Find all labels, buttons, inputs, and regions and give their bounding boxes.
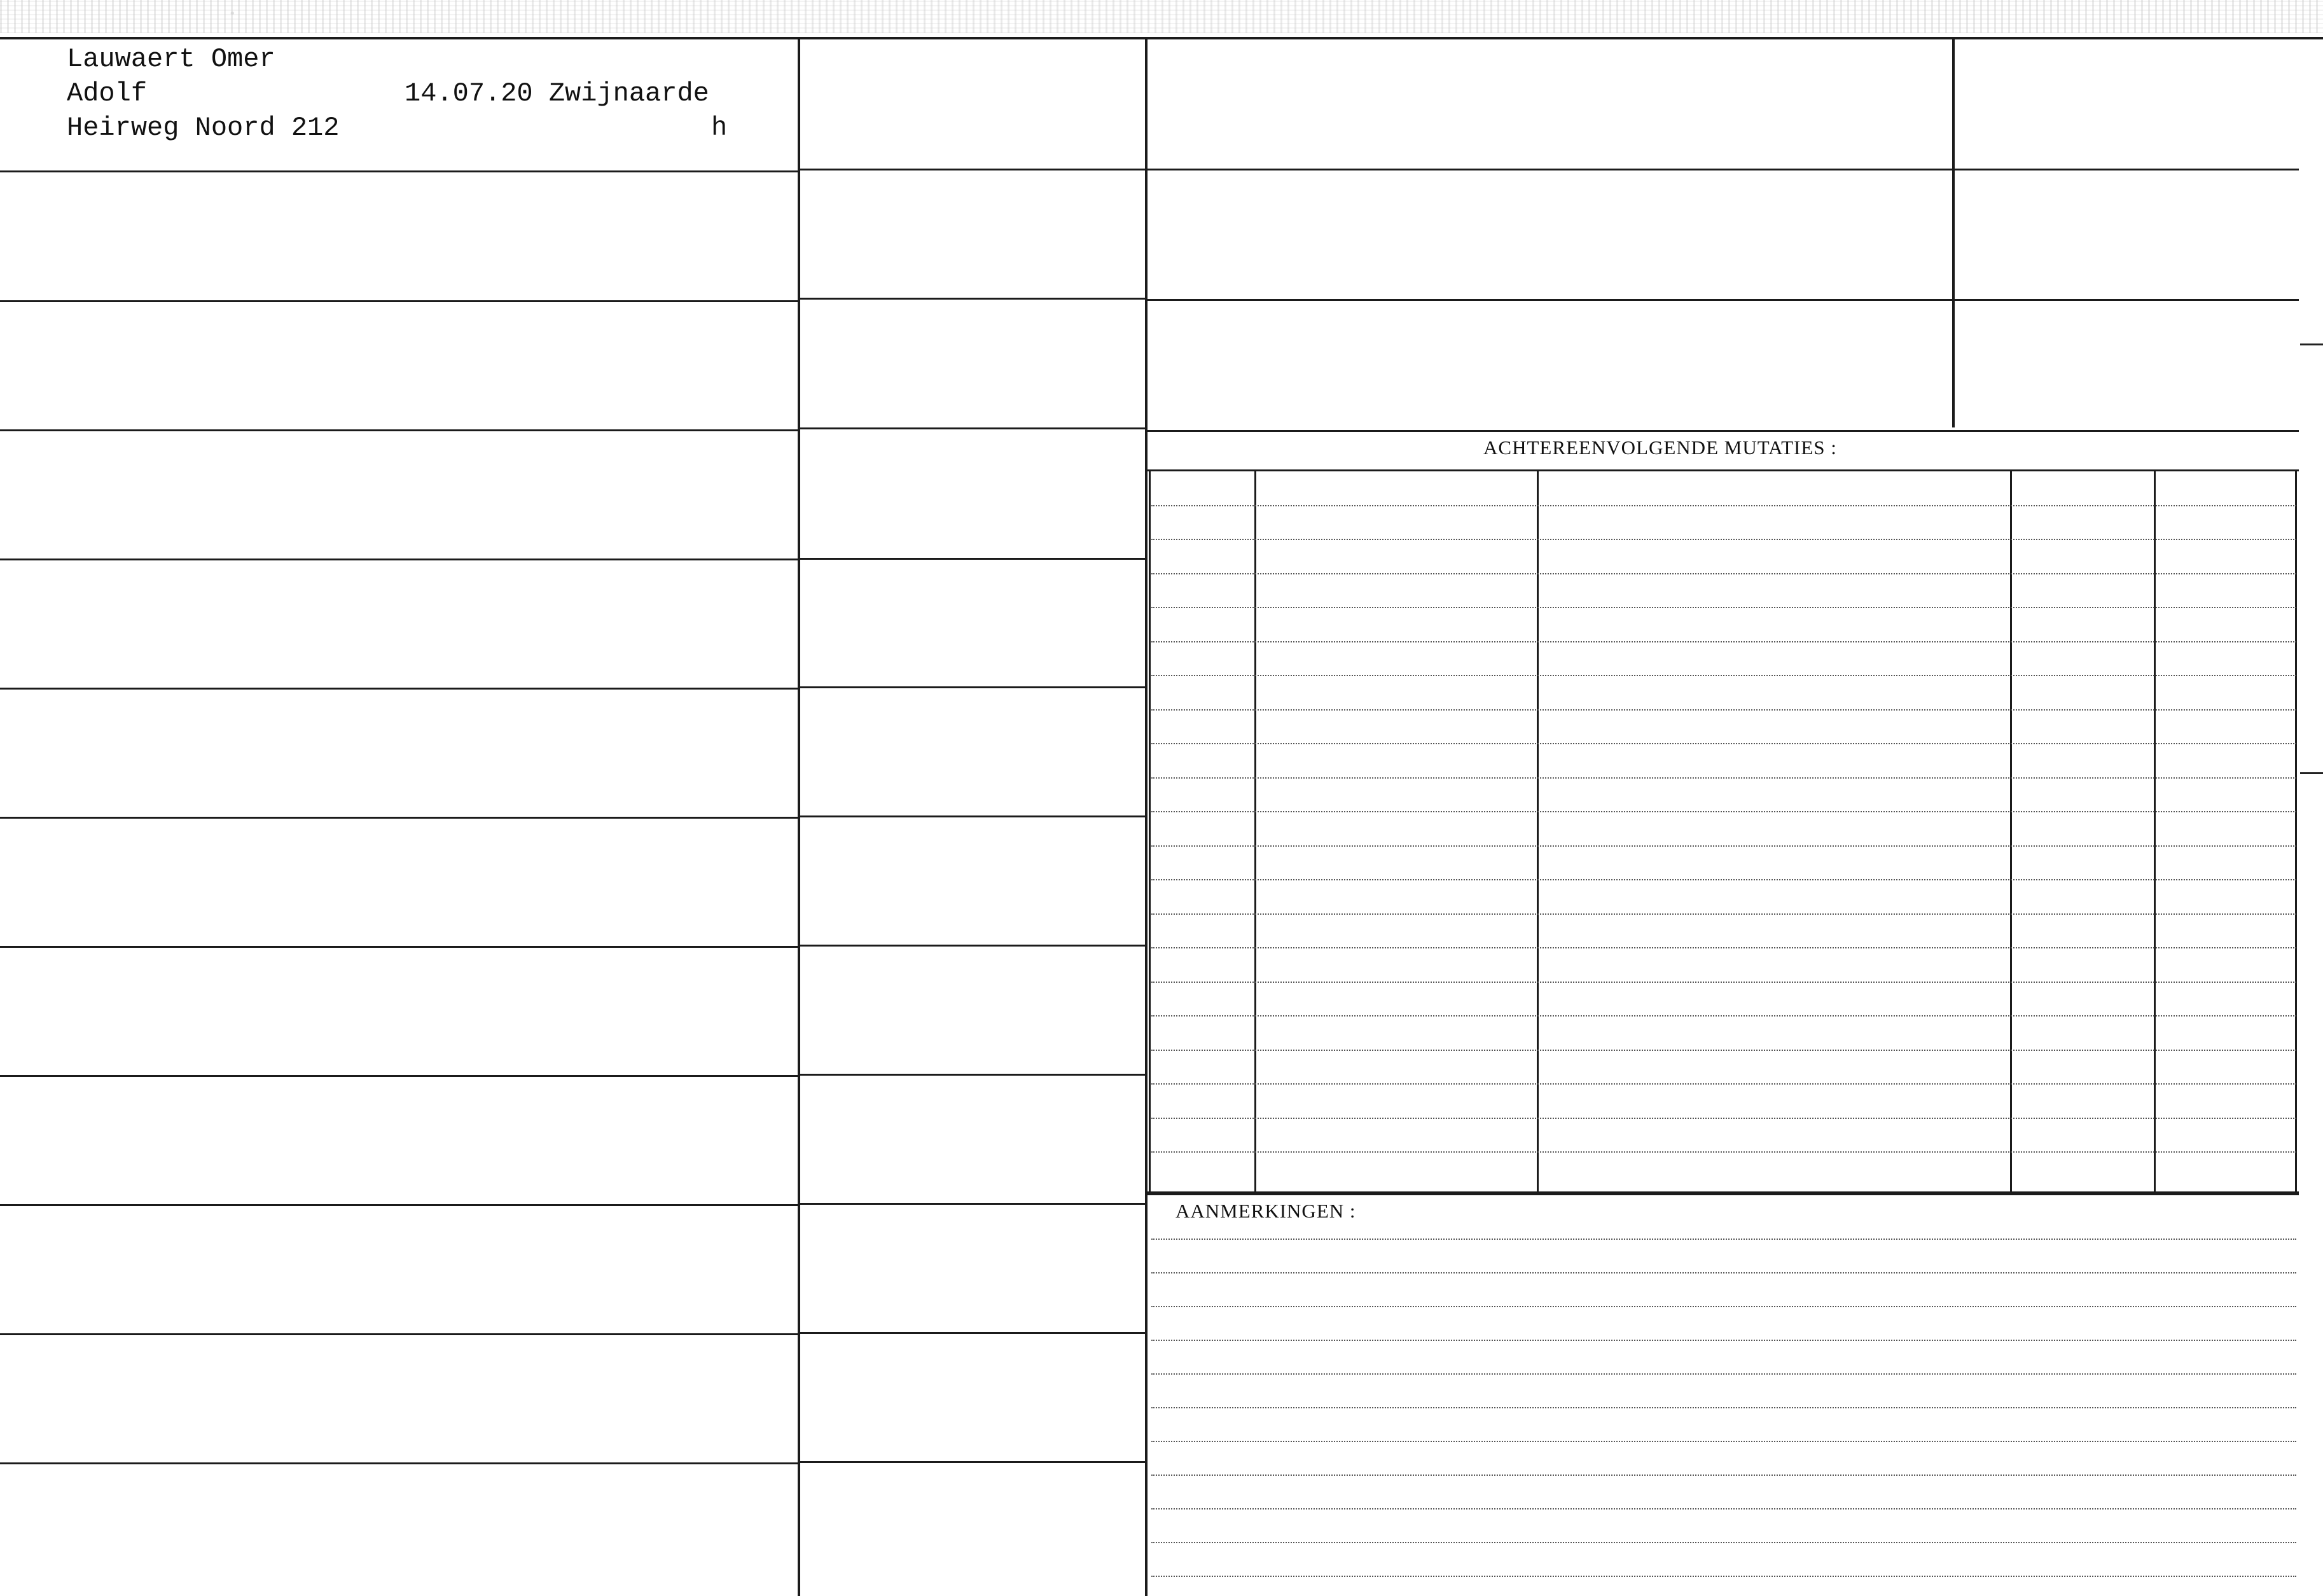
grid-row-rule <box>0 429 798 431</box>
remarks-line <box>1151 1373 2296 1375</box>
scan-top-edge <box>0 0 2323 33</box>
mutations-row-rule <box>1151 607 2296 608</box>
remarks-line <box>1151 1340 2296 1341</box>
mutations-row-rule <box>1151 539 2296 540</box>
grid-row-rule <box>0 559 798 560</box>
remarks-line <box>1151 1407 2296 1408</box>
grid-row-rule <box>0 170 798 172</box>
grid-row-rule <box>800 298 1145 300</box>
mutations-row-rule <box>1151 675 2296 676</box>
grid-row-rule <box>0 1462 798 1464</box>
grid-row-rule <box>800 558 1145 560</box>
grid-row-rule <box>800 686 1145 688</box>
remarks-heading: AANMERKINGEN : <box>1175 1200 1356 1222</box>
mutations-row-rule <box>1151 573 2296 574</box>
grid-row-rule <box>800 1461 1145 1463</box>
mutations-row-rule <box>1151 913 2296 915</box>
mutations-row-rule <box>1151 879 2296 880</box>
mutations-row-rule <box>1151 1083 2296 1085</box>
edge-mark <box>2300 772 2323 774</box>
grid-row-rule <box>0 688 798 690</box>
record-first-name: Adolf <box>67 78 148 109</box>
mutations-row-rule <box>1151 777 2296 779</box>
grid-row-rule <box>0 300 798 302</box>
mutations-table-top <box>1148 469 2299 471</box>
record-birth: 14.07.20 Zwijnaarde <box>405 78 709 109</box>
grid-row-rule <box>0 817 798 819</box>
remarks-line <box>1151 1239 2296 1240</box>
mutations-row-rule <box>1151 947 2296 948</box>
remarks-top-rule <box>1148 1193 2299 1195</box>
grid-row-rule <box>800 427 1145 429</box>
grid-row-rule <box>800 815 1145 817</box>
remarks-line <box>1151 1542 2296 1543</box>
grid-row-rule <box>0 1333 798 1335</box>
grid-row-rule <box>0 946 798 948</box>
grid-row-rule <box>800 945 1145 947</box>
mutations-heading: ACHTEREENVOLGENDE MUTATIES : <box>1483 436 1837 459</box>
mutations-row-rule <box>1151 743 2296 744</box>
grid-row-rule <box>800 1332 1145 1334</box>
mutations-row-rule <box>1151 1015 2296 1017</box>
mutations-column-divider <box>1149 471 1151 1191</box>
center-column-divider <box>1145 39 1148 1596</box>
mutations-row-rule <box>1151 709 2296 711</box>
upper-right-rule-1 <box>1148 169 2299 170</box>
remarks-line <box>1151 1441 2296 1442</box>
remarks-line <box>1151 1306 2296 1307</box>
upper-right-divider <box>1952 39 1955 427</box>
top-border <box>0 37 2323 39</box>
mutations-row-rule <box>1151 1118 2296 1119</box>
mutations-row-rule <box>1151 982 2296 983</box>
record-name: Lauwaert Omer <box>67 44 275 74</box>
mutations-row-rule <box>1151 505 2296 506</box>
mutations-row-rule <box>1151 1050 2296 1051</box>
grid-row-rule <box>800 1074 1145 1076</box>
mutations-row-rule <box>1151 811 2296 812</box>
remarks-line <box>1151 1272 2296 1273</box>
left-column-divider <box>798 39 800 1596</box>
grid-row-rule <box>0 1075 798 1077</box>
mutations-row-rule <box>1151 641 2296 642</box>
mutations-row-rule <box>1151 1151 2296 1153</box>
remarks-line <box>1151 1475 2296 1476</box>
upper-right-rule-3 <box>1148 430 2299 432</box>
grid-row-rule <box>800 169 1145 170</box>
record-address: Heirweg Noord 212 <box>67 113 340 143</box>
remarks-line <box>1151 1508 2296 1509</box>
record-mark: h <box>711 113 728 143</box>
edge-mark <box>2300 343 2323 345</box>
grid-row-rule <box>0 1204 798 1206</box>
remarks-line <box>1151 1576 2296 1577</box>
grid-row-rule <box>800 1203 1145 1205</box>
mutations-row-rule <box>1151 845 2296 847</box>
upper-right-rule-2 <box>1148 299 2299 301</box>
